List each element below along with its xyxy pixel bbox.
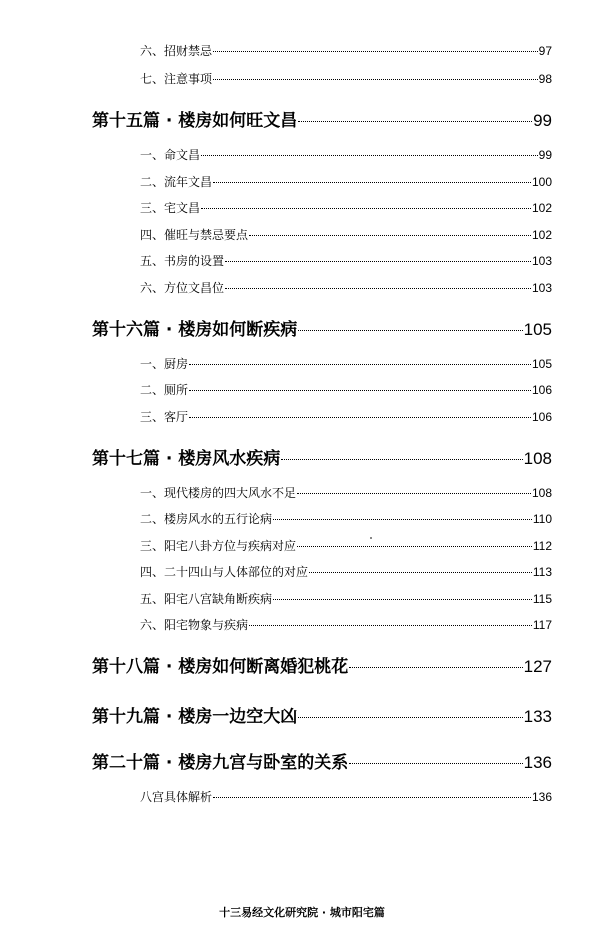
toc-chapter-title: 第十六篇 · 楼房如何断疾病 <box>92 320 298 340</box>
dot-leader <box>189 390 531 391</box>
toc-entry[interactable] <box>140 563 552 580</box>
toc-entry-page: 108 <box>531 486 552 500</box>
toc-entry-page: 117 <box>532 618 552 632</box>
dot-leader <box>225 288 531 289</box>
toc-entry[interactable] <box>140 788 552 805</box>
toc-entry-page: 102 <box>531 228 552 242</box>
toc-entry[interactable] <box>140 381 552 398</box>
toc-entry-title: 三、宅文昌 <box>140 201 201 215</box>
dot-leader <box>273 519 532 520</box>
toc-entry-page: 98 <box>538 72 552 86</box>
toc-entry-page: 136 <box>531 790 552 804</box>
toc-chapter-title: 第十八篇 · 楼房如何断离婚犯桃花 <box>92 657 349 677</box>
toc-chapter-title: 第十七篇 · 楼房风水疾病 <box>92 449 281 469</box>
toc-chapter-title: 第二十篇 · 楼房九宫与卧室的关系 <box>92 753 349 773</box>
toc-entry-title: 三、客厅 <box>140 410 189 424</box>
toc-entry[interactable] <box>140 408 552 425</box>
dot-leader <box>281 459 522 460</box>
dot-leader <box>213 51 538 52</box>
toc-entry-title: 一、厨房 <box>140 357 189 371</box>
dot-leader <box>298 330 522 331</box>
dot-leader <box>249 625 532 626</box>
toc-chapter-page: 133 <box>523 707 552 726</box>
toc-entry[interactable] <box>140 279 552 296</box>
toc-chapter-title: 第十五篇 · 楼房如何旺文昌 <box>92 111 298 131</box>
dot-leader <box>213 79 538 80</box>
dot-leader <box>309 572 532 573</box>
toc-entry-title: 二、流年文昌 <box>140 175 213 189</box>
toc-entry-page: 102 <box>531 201 552 215</box>
page-footer: 十三易经文化研究院 · 城市阳宅篇 <box>219 906 385 919</box>
toc-chapter[interactable] <box>92 748 552 773</box>
dot-leader <box>189 364 531 365</box>
toc-entry-page: 110 <box>532 512 552 526</box>
toc-chapter[interactable] <box>92 652 552 677</box>
dot-leader <box>349 667 522 668</box>
toc-entry[interactable] <box>140 616 552 633</box>
toc-entry-page: 99 <box>538 148 552 162</box>
toc-entry-title: 四、催旺与禁忌要点 <box>140 228 249 242</box>
toc-entry-title: 八宫具体解析 <box>140 790 213 804</box>
toc-entry-page: 115 <box>532 592 552 606</box>
toc-entry-title: 五、阳宅八宫缺角断疾病 <box>140 592 273 606</box>
toc-entry-page: 112 <box>532 539 552 553</box>
toc-entry[interactable] <box>140 510 552 527</box>
toc-entry-title: 二、楼房风水的五行论病 <box>140 512 273 526</box>
toc-entry-title: 六、招财禁忌 <box>140 44 213 58</box>
toc-entry-title: 一、命文昌 <box>140 148 201 162</box>
toc-chapter-title: 第十九篇 · 楼房一边空大凶 <box>92 707 298 727</box>
dot-leader <box>297 546 532 547</box>
toc-chapter[interactable] <box>92 315 552 340</box>
toc-entry-page: 106 <box>531 383 552 397</box>
toc-entry[interactable] <box>140 590 552 607</box>
toc-entry[interactable] <box>140 70 552 87</box>
toc-entry-title: 六、方位文昌位 <box>140 281 225 295</box>
toc-entry[interactable] <box>140 252 552 269</box>
dot-leader <box>298 717 522 718</box>
toc-entry[interactable] <box>140 355 552 372</box>
toc-chapter-page: 108 <box>523 449 552 468</box>
toc-entry[interactable] <box>140 42 552 59</box>
scan-speck <box>370 537 372 539</box>
toc-entry[interactable] <box>140 199 552 216</box>
dot-leader <box>201 208 531 209</box>
dot-leader <box>249 235 531 236</box>
toc-entry-page: 106 <box>531 410 552 424</box>
toc-chapter[interactable] <box>92 702 552 727</box>
toc-entry-title: 四、二十四山与人体部位的对应 <box>140 565 309 579</box>
dot-leader <box>273 599 532 600</box>
toc-chapter-page: 136 <box>523 753 552 772</box>
dot-leader <box>297 493 531 494</box>
toc-entry-title: 二、厕所 <box>140 383 189 397</box>
toc-entry[interactable] <box>140 226 552 243</box>
toc-chapter-page: 99 <box>533 111 552 130</box>
toc-chapter-page: 127 <box>523 657 552 676</box>
toc-entry-page: 103 <box>531 254 552 268</box>
toc-entry-title: 三、阳宅八卦方位与疾病对应 <box>140 539 297 553</box>
toc-entry-page: 105 <box>531 357 552 371</box>
toc-chapter[interactable] <box>92 106 552 131</box>
toc-entry[interactable] <box>140 173 552 190</box>
toc-entry-title: 五、书房的设置 <box>140 254 225 268</box>
toc-chapter-page: 105 <box>523 320 552 339</box>
dot-leader <box>298 121 532 122</box>
dot-leader <box>349 763 522 764</box>
toc-entry[interactable] <box>140 146 552 163</box>
toc-entry[interactable] <box>140 537 552 554</box>
dot-leader <box>213 797 531 798</box>
toc-entry[interactable] <box>140 484 552 501</box>
toc-entry-page: 100 <box>531 175 552 189</box>
toc-chapter[interactable] <box>92 444 552 469</box>
toc-entry-title: 一、现代楼房的四大风水不足 <box>140 486 297 500</box>
toc-entry-title: 六、阳宅物象与疾病 <box>140 618 249 632</box>
toc-entry-page: 113 <box>532 565 552 579</box>
toc-entry-page: 97 <box>538 44 552 58</box>
toc-entry-page: 103 <box>531 281 552 295</box>
dot-leader <box>225 261 531 262</box>
dot-leader <box>201 155 538 156</box>
dot-leader <box>213 182 531 183</box>
dot-leader <box>189 417 531 418</box>
toc-entry-title: 七、注意事项 <box>140 72 213 86</box>
